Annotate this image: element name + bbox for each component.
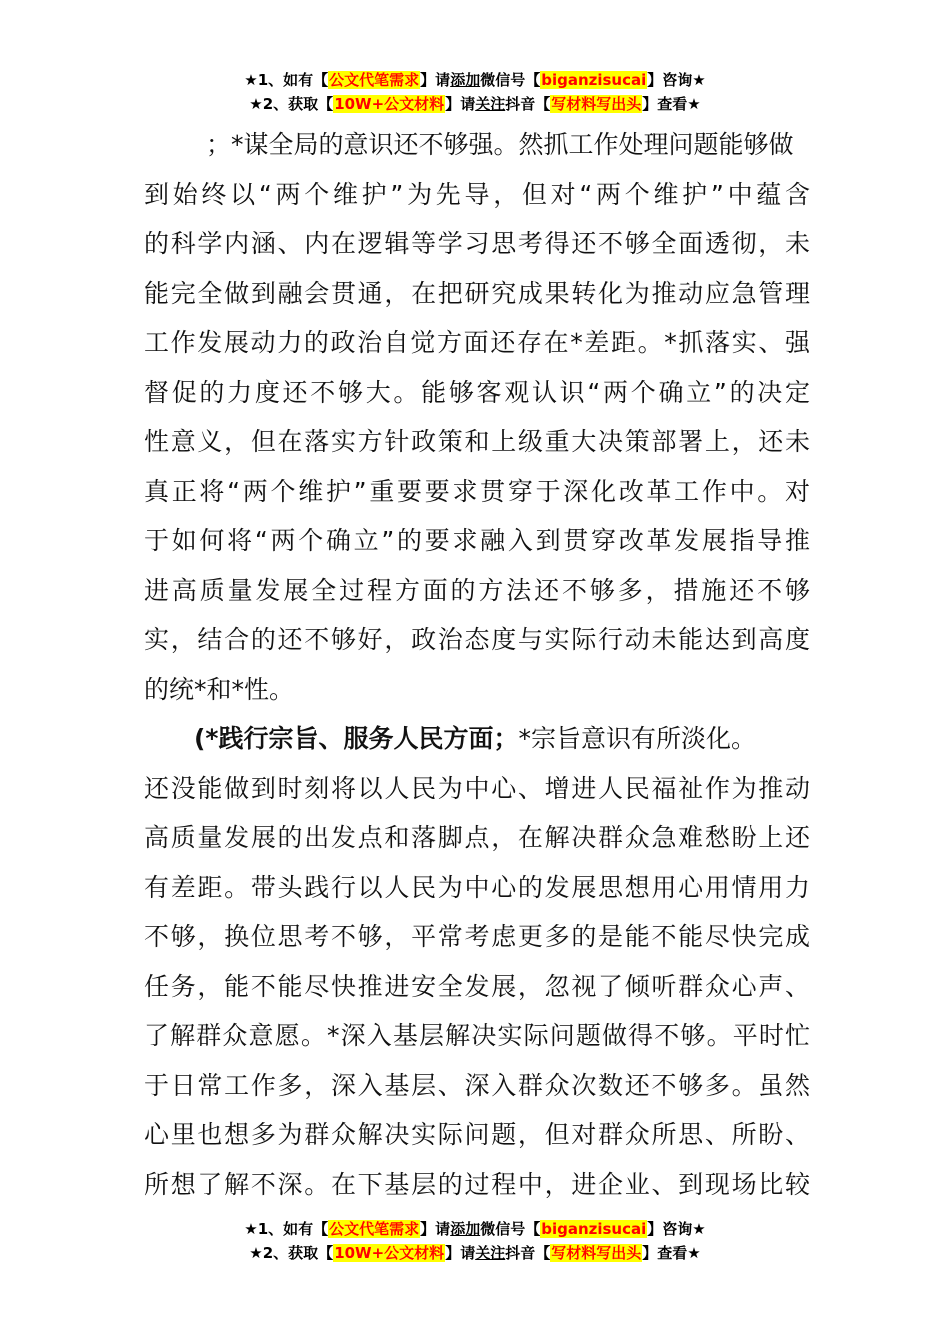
footer-banner-line-1: ★1、如有【公文代笔需求】请添加微信号【biganzisucai】咨询★ [244, 1220, 706, 1238]
header-banner-line-2: ★2、获取【10W+公文材料】请关注抖音【写材料写出头】查看★ [249, 95, 701, 113]
paragraph-line: 心里也想多为群众解决实际问题，但对群众所思、所盼、 [144, 1120, 810, 1149]
highlight-materials-label: 10W+公文材料 [334, 95, 445, 113]
paragraph-line: 还没能做到时刻将以人民为中心、增进人民福祉作为推动 [144, 773, 810, 803]
paragraph-line: 的科学内涵、内在逻辑等学习思考得还不够全面透彻，未 [144, 229, 810, 258]
douyin-account: 写材料写出头 [551, 1244, 642, 1262]
paragraph-line: 进高质量发展全过程方面的方法还不够多，措施还不够 [144, 575, 810, 605]
footer-banner [0, 1217, 950, 1265]
wechat-id: biganzisucai [541, 71, 647, 89]
paragraph-line: 实，结合的还不够好，政治态度与实际行动未能达到高度 [144, 625, 810, 654]
highlight-service-label: 公文代笔需求 [329, 71, 420, 89]
wechat-id: biganzisucai [541, 1220, 647, 1238]
paragraph-line: 到始终以“两个维护”为先导，但对“两个维护”中蕴含 [144, 179, 810, 209]
paragraph-line: 高质量发展的出发点和落脚点，在解决群众急难愁盼上还 [144, 823, 810, 852]
section-heading-line: (*践行宗旨、服务人民方面；*宗旨意识有所淡化。 [194, 724, 757, 753]
section-heading: (*践行宗旨、服务人民方面； [194, 724, 519, 753]
paragraph-line: 所想了解不深。在下基层的过程中，进企业、到现场比较 [144, 1169, 810, 1199]
highlight-service-label: 公文代笔需求 [329, 1220, 420, 1238]
paragraph-line: 真正将“两个维护”重要要求贯穿于深化改革工作中。对 [144, 476, 810, 506]
paragraph-line: 于如何将“两个确立”的要求融入到贯穿改革发展指导推 [144, 526, 810, 555]
paragraph-line: 任务，能不能尽快推进安全发展，忽视了倾听群众心声、 [144, 971, 810, 1001]
paragraph-line: 工作发展动力的政治自觉方面还存在*差距。*抓落实、强 [144, 328, 810, 357]
highlight-materials-label: 10W+公文材料 [334, 1244, 445, 1262]
document-body [144, 120, 810, 1209]
paragraph-line: 不够，换位思考不够，平常考虑更多的是能不能尽快完成 [144, 922, 810, 951]
paragraph-line: 于日常工作多，深入基层、深入群众次数还不够多。虽然 [144, 1070, 810, 1100]
paragraph-line: 性意义，但在落实方针政策和上级重大决策部署上，还未 [144, 427, 810, 456]
paragraph-line: 有差距。带头践行以人民为中心的发展思想用心用情用力 [144, 872, 810, 902]
paragraph-line: 能完全做到融会贯通，在把研究成果转化为推动应急管理 [144, 278, 810, 308]
paragraph-line: 督促的力度还不够大。能够客观认识“两个确立”的决定 [144, 377, 810, 407]
footer-banner-line-2: ★2、获取【10W+公文材料】请关注抖音【写材料写出头】查看★ [249, 1244, 701, 1262]
douyin-account: 写材料写出头 [551, 95, 642, 113]
paragraph-line: 了解群众意愿。*深入基层解决实际问题做得不够。平时忙 [144, 1021, 810, 1050]
paragraph-line: ；*谋全局的意识还不够强。然抓工作处理问题能够做 [206, 130, 794, 159]
header-banner-line-1: ★1、如有【公文代笔需求】请添加微信号【biganzisucai】咨询★ [244, 71, 706, 89]
paragraph-line: 的统*和*性。 [144, 674, 295, 704]
header-banner [0, 68, 950, 116]
